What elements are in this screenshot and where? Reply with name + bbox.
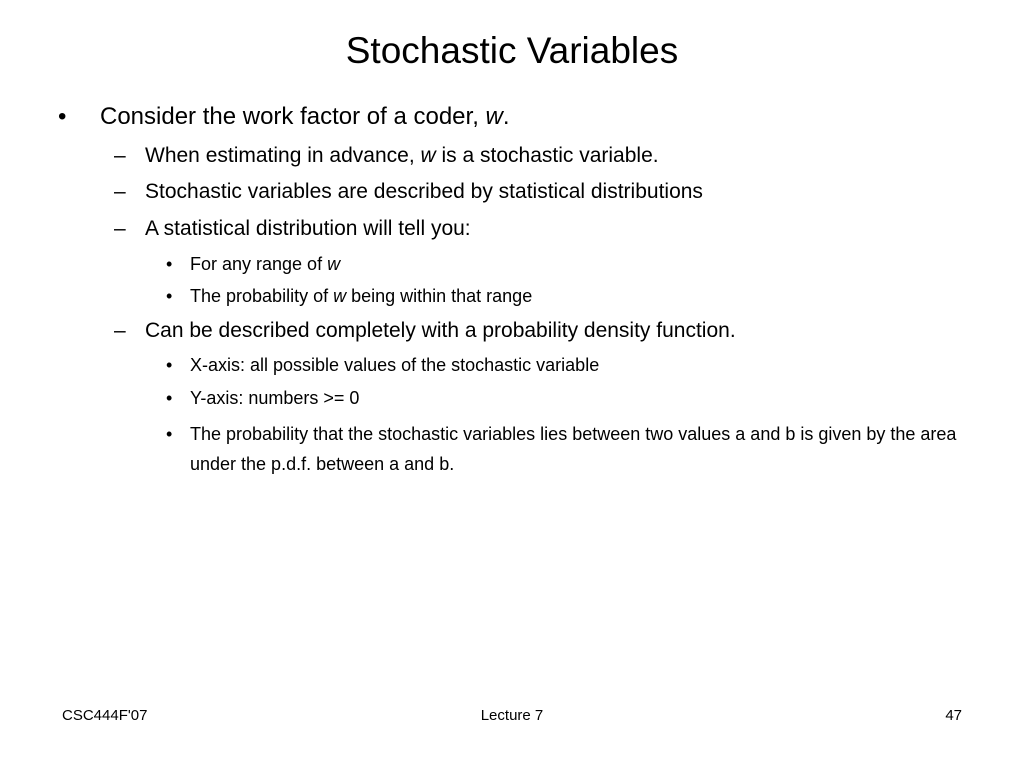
dash-marker: –	[114, 319, 126, 342]
bullet-marker: •	[166, 254, 173, 274]
dash-marker: –	[114, 217, 126, 240]
bullet-text: Consider the work factor of a coder,	[100, 103, 486, 130]
variable-w: w	[420, 144, 436, 167]
dash-marker: –	[114, 144, 126, 167]
bullet-text: .	[502, 103, 510, 130]
footer-lecture: Lecture 7	[480, 707, 544, 724]
subsubbullet-area	[166, 419, 980, 479]
bullet-marker: •	[166, 355, 173, 375]
bullet-text: is a stochastic variable.	[435, 144, 659, 167]
bullet-text: X-axis: all possible values of the stochastic variable	[190, 355, 600, 375]
subsubbullet-probability	[166, 285, 533, 307]
bullet-text: Stochastic variables are described by statistical distributions	[145, 180, 703, 203]
bullet-work-factor	[58, 102, 510, 132]
variable-w: w	[485, 103, 503, 130]
bullet-text: Y-axis: numbers >= 0	[190, 388, 360, 408]
bullet-text: A statistical distribution will tell you:	[145, 217, 471, 240]
bullet-marker: •	[166, 424, 173, 444]
bullet-text: being within that range	[346, 286, 533, 306]
dash-marker: –	[114, 180, 126, 203]
subsubbullet-y-axis	[166, 387, 360, 409]
bullet-marker: •	[166, 286, 173, 306]
footer-course: CSC444F'07	[62, 707, 148, 724]
bullet-text: Can be described completely with a probability density function.	[145, 319, 736, 342]
subsubbullet-range	[166, 253, 341, 275]
subbullet-will-tell	[114, 216, 471, 242]
variable-w: w	[333, 286, 347, 306]
bullet-marker: •	[166, 388, 173, 408]
subbullet-distributions	[114, 179, 703, 205]
slide-title: Stochastic Variables	[345, 30, 679, 71]
bullet-text: The probability of	[190, 286, 334, 306]
bullet-marker: •	[58, 103, 67, 130]
bullet-text: The probability that the stochastic variables lies between two values a and b is given by the area under the p.d.f. between a and b.	[190, 424, 957, 474]
variable-w: w	[327, 254, 341, 274]
bullet-text: When estimating in advance,	[145, 144, 421, 167]
subbullet-pdf	[114, 318, 736, 344]
bullet-text: For any range of	[190, 254, 328, 274]
subsubbullet-x-axis	[166, 354, 600, 376]
subbullet-estimating	[114, 143, 659, 169]
footer-page-number: 47	[945, 707, 962, 724]
